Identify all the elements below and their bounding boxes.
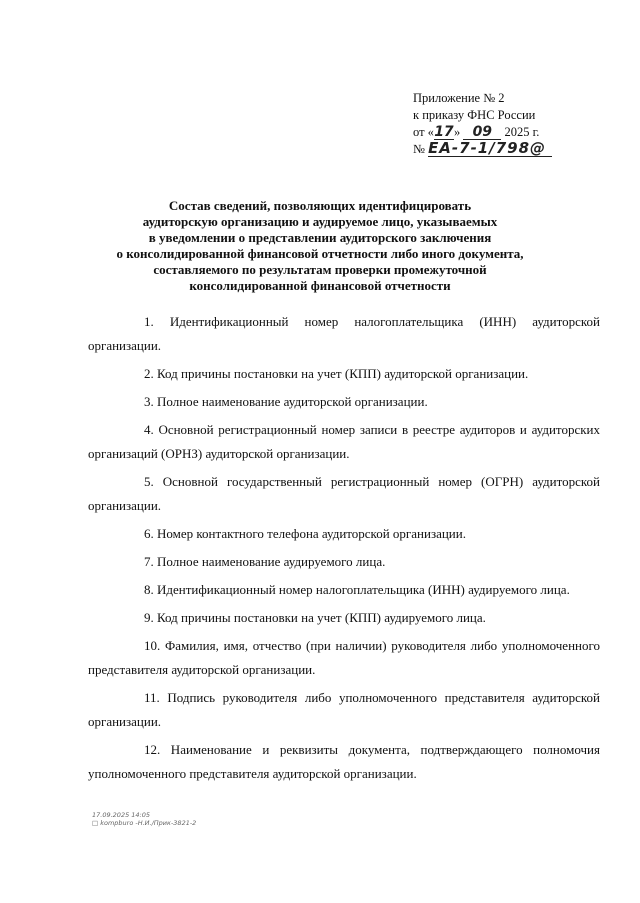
list-item: 11. Подпись руководителя либо уполномоченного представителя аудиторской организации. <box>88 690 600 729</box>
title-line: консолидированной финансовой отчетности <box>189 278 451 293</box>
footer-line-2: □ kompburo -Н.И./Прик-3821-2 <box>92 819 197 827</box>
date-mid: » <box>453 125 461 139</box>
items-list <box>88 310 600 790</box>
handwritten-day: 17 <box>434 124 454 140</box>
title-line: Состав сведений, позволяющих идентифицировать <box>168 198 472 213</box>
list-item: 10. Фамилия, имя, отчество (при наличии) руководителя либо уполномоченного представителя аудиторской организации. <box>88 638 600 677</box>
footer-stamp <box>92 811 196 827</box>
handwritten-month: 09 <box>463 125 501 140</box>
document-title <box>100 198 540 294</box>
appendix-line-2: к приказу ФНС России <box>413 108 536 122</box>
date-year: 2025 г. <box>504 125 540 139</box>
title-line: аудиторскую организацию и аудируемое лицо, указываемых <box>142 214 498 229</box>
list-item: 9. Код причины постановки на учет (КПП) аудируемого лица. <box>144 610 486 625</box>
date-prefix: от « <box>413 125 434 139</box>
list-item: 6. Номер контактного телефона аудиторской организации. <box>144 526 466 541</box>
title-line: в уведомлении о представлении аудиторского заключения <box>148 230 492 245</box>
list-item: 5. Основной государственный регистрационный номер (ОГРН) аудиторской организации. <box>88 474 600 513</box>
list-item: 7. Полное наименование аудируемого лица. <box>144 554 386 569</box>
appendix-block <box>413 90 552 158</box>
footer-line-1: 17.09.2025 14:05 <box>92 811 151 819</box>
list-item: 1. Идентификационный номер налогоплательщика (ИНН) аудиторской организации. <box>88 314 600 353</box>
title-line: о консолидированной финансовой отчетности либо иного документа, <box>116 246 524 261</box>
title-line: составляемого по результатам проверки промежуточной <box>153 262 487 277</box>
appendix-number-line <box>413 141 552 158</box>
list-item: 2. Код причины постановки на учет (КПП) аудиторской организации. <box>144 366 529 381</box>
appendix-line-1: Приложение № 2 <box>413 91 505 105</box>
number-prefix: № <box>413 142 425 156</box>
list-item: 4. Основной регистрационный номер записи в реестре аудиторов и аудиторских организаций (ОРНЗ) аудиторской организации. <box>88 422 600 461</box>
list-item: 3. Полное наименование аудиторской организации. <box>144 394 428 409</box>
list-item: 12. Наименование и реквизиты документа, подтверждающего полномочия уполномоченного представителя аудиторской организации. <box>88 742 600 781</box>
list-item: 8. Идентификационный номер налогоплательщика (ИНН) аудируемого лица. <box>144 582 570 597</box>
handwritten-order-number: ЕА-7-1/798@ <box>428 141 552 157</box>
